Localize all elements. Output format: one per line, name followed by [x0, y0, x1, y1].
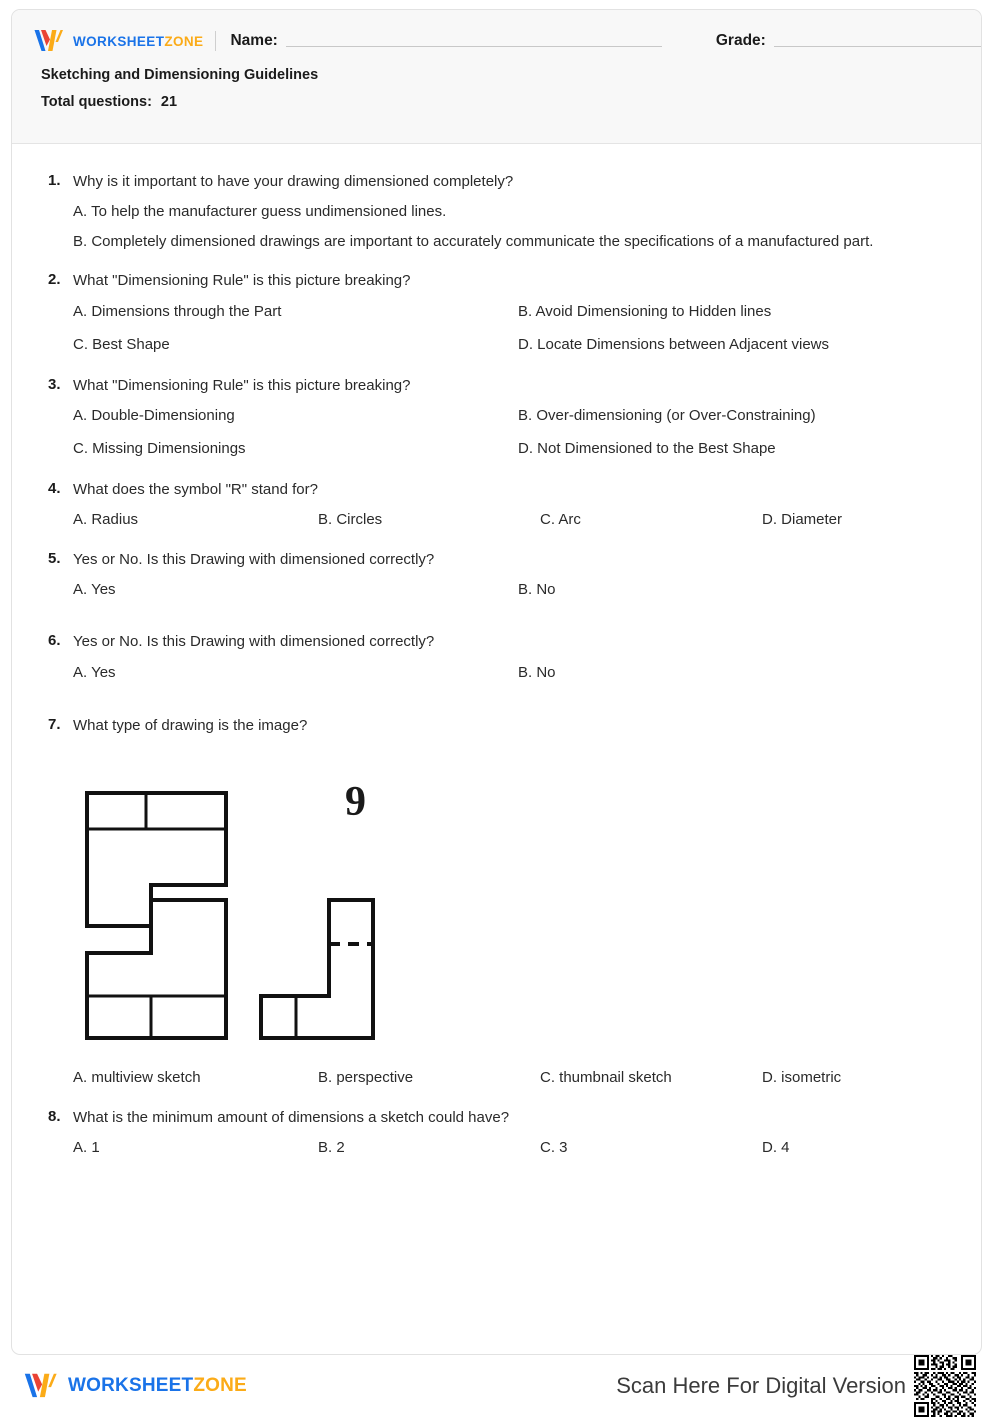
worksheet-header — [12, 10, 981, 144]
question-number: 5. — [48, 550, 61, 567]
option-a[interactable]: A. multiview sketch — [73, 1068, 201, 1086]
question-number: 3. — [48, 375, 61, 393]
brand-word-zone: ZONE — [164, 33, 204, 49]
option-c[interactable]: C. thumbnail sketch — [540, 1068, 672, 1086]
name-field-group — [230, 32, 661, 50]
figure-annotation-9: 9 — [345, 778, 366, 825]
question-text: What type of drawing is the image? — [73, 716, 308, 734]
option-a[interactable]: A. Radius — [73, 511, 139, 528]
option-d[interactable]: D. 4 — [762, 1139, 790, 1156]
option-d[interactable]: D. Locate Dimensions between Adjacent views — [518, 335, 830, 353]
header-divider — [215, 31, 216, 51]
option-c[interactable]: C. Best Shape — [73, 335, 170, 353]
worksheet-card — [11, 9, 982, 1355]
option-b[interactable]: B. Over-dimensioning (or Over-Constraining) — [518, 406, 816, 424]
option-b[interactable]: B. No — [518, 581, 556, 599]
option-b[interactable]: B. 2 — [318, 1139, 345, 1156]
question-text: What does the symbol "R" stand for? — [73, 480, 318, 498]
option-b[interactable]: B. Circles — [318, 511, 383, 528]
brand-logo[interactable] — [32, 28, 203, 54]
option-c[interactable]: C. 3 — [540, 1139, 568, 1156]
question-number: 6. — [48, 632, 61, 650]
scan-section — [616, 1355, 982, 1417]
option-a[interactable]: A. 1 — [73, 1139, 100, 1156]
qr-code-icon[interactable] — [914, 1355, 976, 1417]
question-number: 8. — [48, 1107, 61, 1125]
question-text: What "Dimensioning Rule" is this picture breaking? — [73, 272, 411, 290]
worksheetzone-w-logo-icon — [22, 1371, 60, 1401]
option-a[interactable]: A. Dimensions through the Part — [73, 302, 282, 320]
options-group — [73, 1067, 963, 1088]
option-b[interactable]: B. Avoid Dimensioning to Hidden lines — [518, 302, 772, 320]
brand-word-worksheet: WORKSHEET — [73, 33, 165, 49]
worksheetzone-w-logo-icon — [32, 28, 66, 54]
footer-brand-word-worksheet: WORKSHEET — [68, 1375, 194, 1396]
options-group — [73, 579, 963, 612]
option-b[interactable]: B. perspective — [318, 1068, 414, 1086]
header-title-block — [12, 52, 981, 113]
question-item — [30, 172, 963, 252]
multiview-sketch-figure — [73, 748, 433, 1053]
option-d[interactable]: D. Not Dimensioned to the Best Shape — [518, 439, 776, 457]
option-a[interactable]: A. To help the manufacturer guess undimensioned lines. — [73, 203, 447, 221]
option-a[interactable]: A. Double-Dimensioning — [73, 406, 235, 424]
question-text: Yes or No. Is this Drawing with dimensioned correctly? — [73, 633, 435, 651]
grade-field-group — [716, 32, 982, 50]
footer-brand-word-zone: ZONE — [193, 1375, 247, 1396]
name-input-line[interactable] — [286, 46, 662, 47]
question-number: 2. — [48, 271, 61, 289]
worksheet-title: Sketching and Dimensioning Guidelines — [41, 67, 319, 83]
option-b[interactable]: B. No — [518, 663, 556, 681]
options-group — [73, 405, 963, 459]
question-number: 1. — [48, 172, 61, 189]
options-group — [73, 301, 963, 355]
worksheet-footer — [11, 1362, 982, 1410]
total-questions-label: Total questions: — [41, 94, 152, 111]
question-item — [30, 480, 963, 530]
grade-label: Grade: — [715, 32, 766, 49]
total-questions-row — [41, 92, 981, 113]
options-group — [73, 201, 963, 252]
question-number: 7. — [48, 715, 61, 733]
options-group — [73, 509, 963, 530]
question-item — [30, 1108, 963, 1158]
question-item — [30, 632, 963, 694]
option-b[interactable]: B. Completely dimensioned drawings are important to accurately communicate the specifications of a manufactured part. — [73, 233, 874, 251]
question-item — [30, 716, 963, 1088]
scan-label: Scan Here For Digital Version — [616, 1373, 906, 1398]
header-top-row — [12, 10, 981, 52]
question-text: Why is it important to have your drawing dimensioned completely? — [73, 173, 514, 190]
total-questions-count: 21 — [160, 94, 178, 111]
option-a[interactable]: A. Yes — [73, 581, 116, 599]
question-text: What is the minimum amount of dimensions a sketch could have? — [73, 1108, 510, 1126]
option-d[interactable]: D. isometric — [762, 1068, 842, 1086]
brand-wordmark — [73, 34, 203, 49]
question-item — [30, 550, 963, 612]
option-c[interactable]: C. Arc — [540, 511, 581, 528]
option-a[interactable]: A. Yes — [73, 663, 116, 681]
questions-list — [12, 144, 981, 1158]
name-label: Name: — [230, 32, 278, 49]
option-c[interactable]: C. Missing Dimensionings — [73, 439, 246, 457]
question-number: 4. — [48, 479, 61, 497]
option-d[interactable]: D. Diameter — [762, 511, 843, 528]
question-text: Yes or No. Is this Drawing with dimensioned correctly? — [73, 551, 435, 568]
question-text: What "Dimensioning Rule" is this picture breaking? — [73, 376, 411, 394]
footer-brand-logo[interactable] — [22, 1371, 247, 1401]
options-group — [73, 662, 963, 695]
question-item — [30, 376, 963, 459]
grade-input-line[interactable] — [774, 46, 982, 47]
options-group — [73, 1137, 963, 1158]
footer-brand-wordmark — [68, 1375, 247, 1397]
question-item — [30, 271, 963, 354]
